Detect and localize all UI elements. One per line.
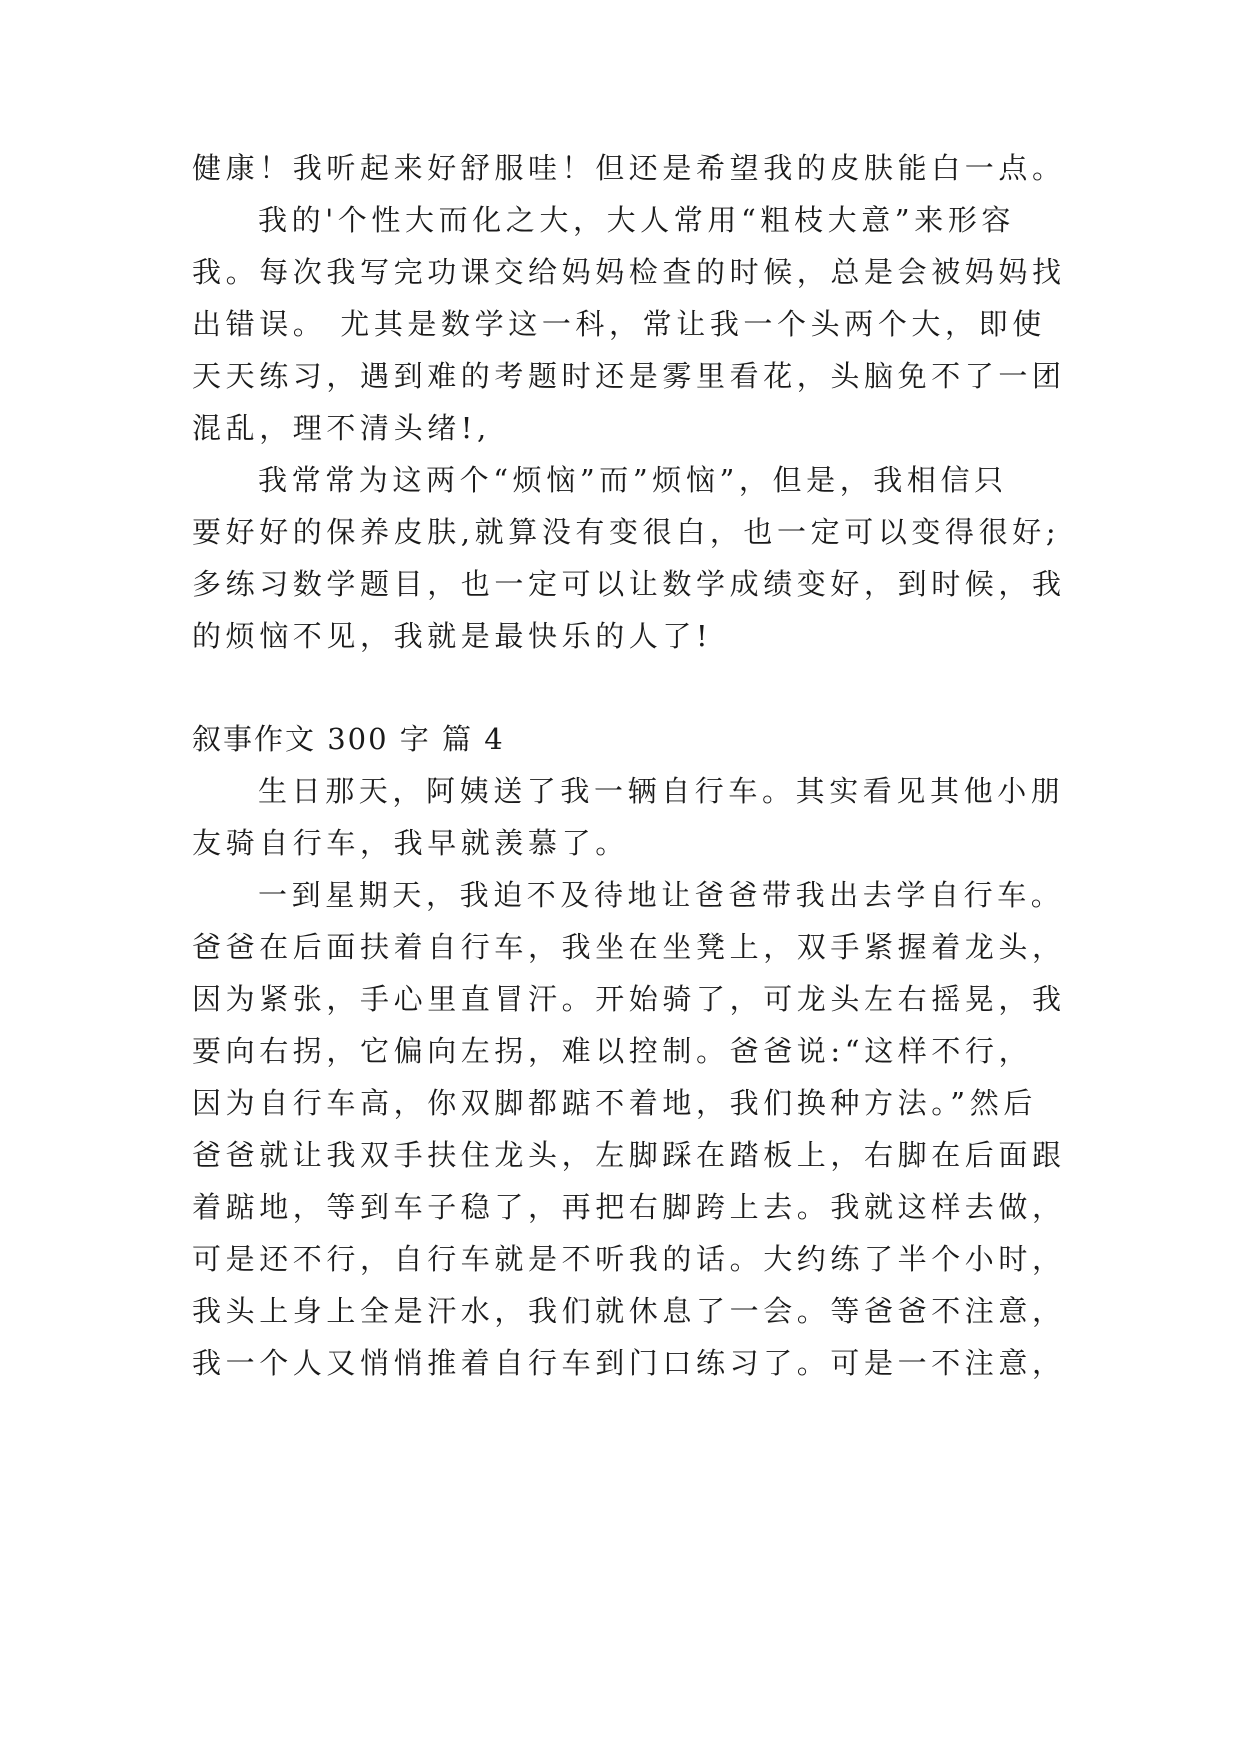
paragraph-line: 一到星期天，我迫不及待地让爸爸带我出去学自行车。: [258, 878, 1065, 912]
paragraph-line: 爸爸就让我双手扶住龙头，左脚踩在踏板上，右脚在后面跟: [192, 1138, 1066, 1172]
section-heading: 叙事作文 300 字 篇 4: [192, 722, 505, 756]
paragraph-line: 可是还不行，自行车就是不听我的话。大约练了半个小时，: [192, 1242, 1066, 1276]
paragraph-line: 友骑自行车，我早就羡慕了。: [192, 826, 629, 860]
paragraph-line: 我。每次我写完功课交给妈妈检查的时候，总是会被妈妈找: [192, 255, 1066, 289]
paragraph-line: 混乱，理不清头绪!,: [192, 411, 491, 445]
paragraph-line: 我头上身上全是汗水，我们就休息了一会。等爸爸不注意，: [192, 1294, 1066, 1328]
paragraph-line: 要好好的保养皮肤,就算没有变很白，也一定可以变得很好;: [192, 515, 1061, 549]
paragraph-line: 我常常为这两个“烦恼”而”烦恼”，但是，我相信只: [258, 463, 1008, 497]
paragraph-line: 天天练习，遇到难的考题时还是雾里看花，头脑免不了一团: [192, 359, 1066, 393]
paragraph-line: 我的'个性大而化之大，大人常用“粗枝大意”来形容: [258, 203, 1016, 237]
paragraph-line: 的烦恼不见，我就是最快乐的人了!: [192, 619, 713, 653]
paragraph-line: 出错误。 尤其是数学这一科，常让我一个头两个大，即使: [192, 307, 1046, 341]
paragraph-line: 要向右拐，它偏向左拐，难以控制。爸爸说:“这样不行，: [192, 1034, 1033, 1068]
paragraph-line: 多练习数学题目，也一定可以让数学成绩变好，到时候，我: [192, 567, 1066, 601]
paragraph-line: 生日那天，阿姨送了我一辆自行车。其实看见其他小朋: [258, 774, 1065, 808]
paragraph-line: 因为紧张，手心里直冒汗。开始骑了，可龙头左右摇晃，我: [192, 982, 1066, 1016]
paragraph-line: 因为自行车高，你双脚都踮不着地，我们换种方法。”然后: [192, 1086, 1037, 1120]
paragraph-line: 健康！我听起来好舒服哇！但还是希望我的皮肤能白一点。: [192, 151, 1066, 185]
paragraph-line: 爸爸在后面扶着自行车，我坐在坐凳上，双手紧握着龙头，: [192, 930, 1066, 964]
paragraph-line: 我一个人又悄悄推着自行车到门口练习了。可是一不注意，: [192, 1346, 1066, 1380]
paragraph-line: 着踮地，等到车子稳了，再把右脚跨上去。我就这样去做，: [192, 1190, 1066, 1224]
